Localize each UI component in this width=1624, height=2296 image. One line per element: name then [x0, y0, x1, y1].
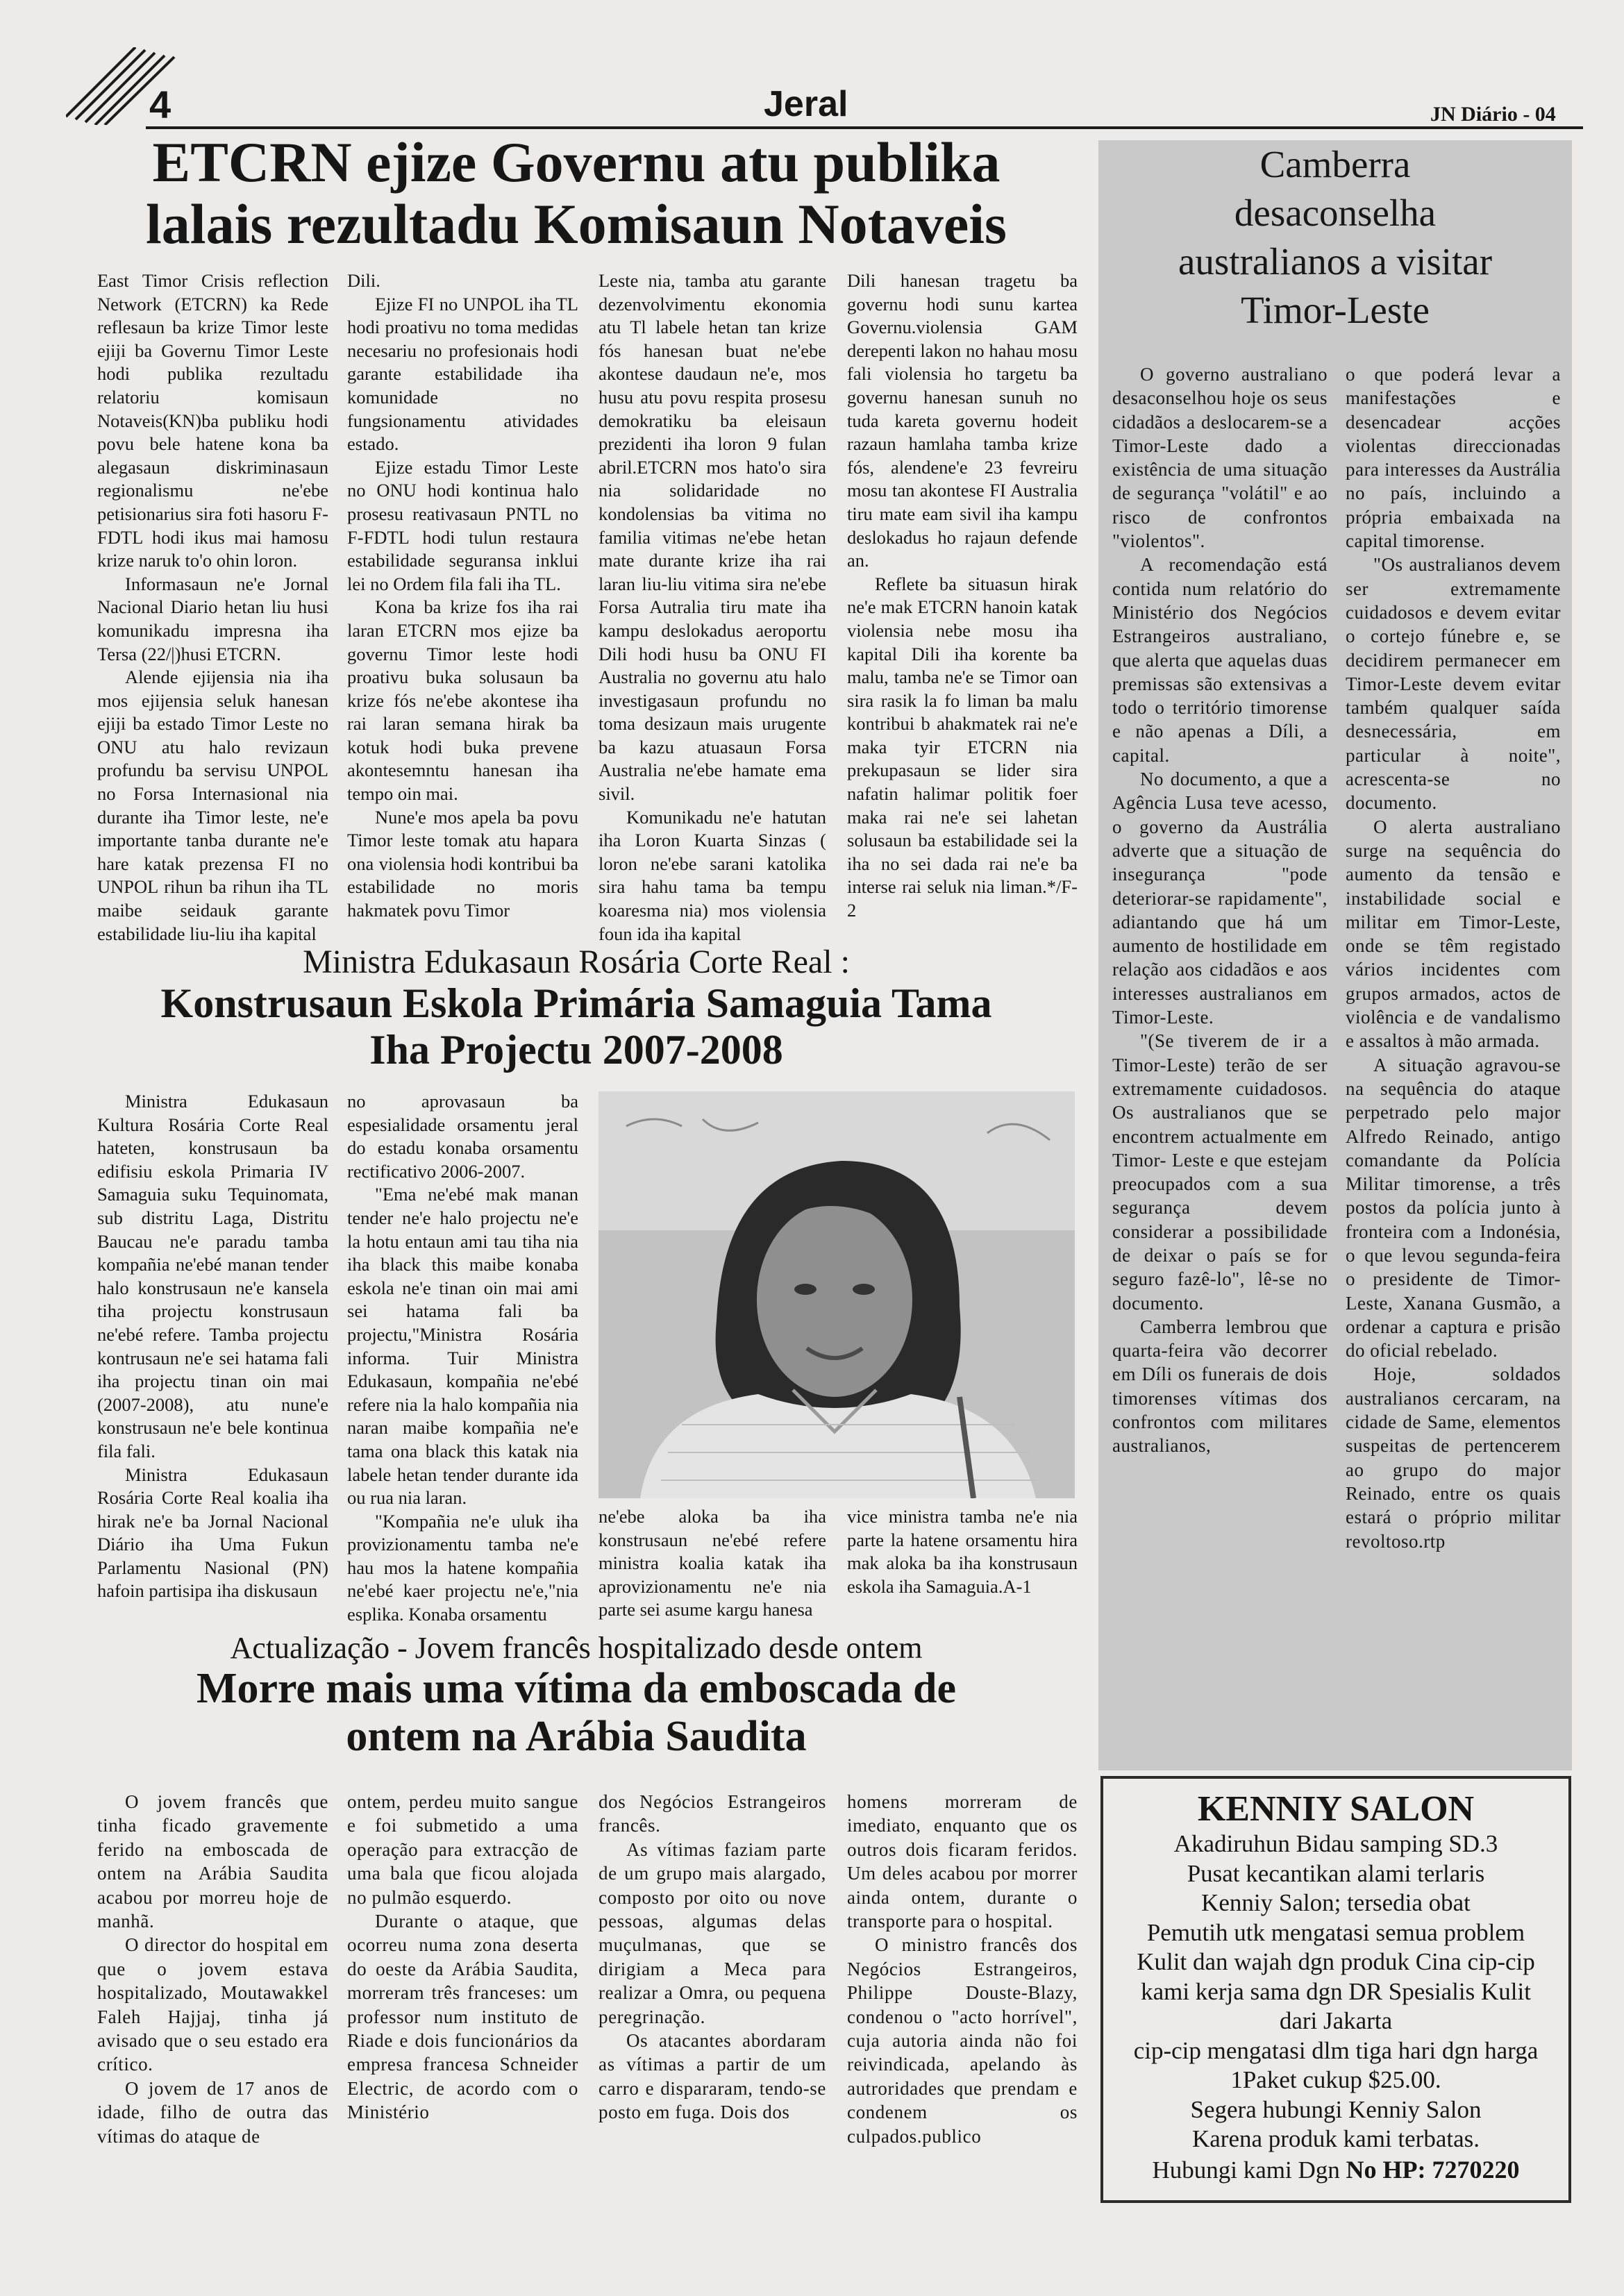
masthead-rule [146, 126, 1583, 129]
ad-line: dari Jakarta [1279, 2007, 1393, 2034]
story2-headline: Ministra Edukasaun Rosária Corte Real : Konstrusaun Eskola Primária Samaguia Tama Iha Projectu 2007-2008 [97, 944, 1055, 1073]
story2-col1: Ministra Edukasaun Kultura Rosária Corte Real hateten, konstrusaun ba edifisiu eskola Primaria IV Samaguia suku Tequinomata, sub distritu Laga, Distritu Baucau ne'e paradu tamba kompañia ne'ebé manan tender halo konstrusaun ne'e kansela tiha projectu konstrusaun ne'ebé refere. Tamba projectu kontrusaun ne'e sei hatama fali iha projectu tinan oin mai (2007-2008), atu nune'e konstrusaun ne'e bele kontinua fila fali. Ministra Edukasaun Rosária Corte Real koalia iha hirak ne'e ba Jornal Nacional Diário iha Uma Fukun Parlamentu Nasional (PN) hafoin partisipa iha diskusaun [97, 1091, 328, 1602]
ad-line: kami kerja sama dgn DR Spesialis Kulit [1141, 1977, 1531, 2005]
ad-title: KENNIY SALON [1197, 1789, 1475, 1829]
story1-col1: East Timor Crisis reflection Network (ETCRN) ka Rede reflesaun ba krize Timor leste ejiji ba Governu Timor Leste hodi publika rezultadu relatoriu komisaun Notaveis(KN)ba publiku hodi povu bele hatene kona ba alegasaun diskriminasaun regionalismu ne'ebe petisionarius sira foti hasoru F-FDTL hodi ikus mai hamosu krize naruk to'o ohin loron. Informasaun ne'e Jornal Nacional Diario hetan liu husi komunikadu impresna iha Tersa (22/|)husi ETCRN. Alende ejijensia nia iha mos ejijensia seluk hanesan ejiji ba estado Timor Leste no ONU atu halo revizaun profundu ba servisu UNPOL no Forsa Internasional nia durante iha Timor leste, ne'e importante tanba durante ne'e hare katak prezensa FI no UNPOL rihun ba rihun iha TL maibe seidauk garante estabilidade liu-liu iha kapital [97, 270, 328, 944]
story2-col2: no aprovasaun ba espesialidade orsamentu jeral do estadu konaba orsamentu rectificativo 2006-2007. "Ema ne'ebé mak manan tender ne'e halo projectu ne'e la hotu entaun ami tau tiha nia iha black this maibe konaba eskola ne'e tinan oin mai ami sei hatama fali ba projectu,"Ministra Rosária informa. Tuir Ministra Edukasaun, kompañia ne'ebé refere nia la halo kompañia nia naran maibe kompañia ne'e tama ona black this katak nia labele hetan tender durante ida ou rua nia laran. "Kompañia ne'e uluk iha provizionamentu tamba ne'e hau mos la hatene kompañia ne'ebé kaer projectu ne'e,"nia esplika. Konaba orsamentu [347, 1091, 578, 1625]
story3-col4: homens morreram de imediato, enquanto que os outros dois ficaram feridos. Um deles acabou por morrer ainda ontem, durante o transporte para o hospital. O ministro francês dos Negócios Estrangeiros, Philippe Douste-Blazy, condenou o "acto horrível", cuja autoria ainda não foi reivindicada, apelando às autroridades que prendam e condenem os culpados.publico [847, 1791, 1078, 2147]
ad-phone-number: No HP: 7270220 [1346, 2155, 1520, 2184]
story2-kicker: Ministra Edukasaun Rosária Corte Real : [303, 944, 850, 980]
story1-headline: ETCRN ejize Governu atu publika lalais rezultadu Komisaun Notaveis [146, 131, 1007, 255]
sidebar-col1: O governo australiano desaconselhou hoje os seus cidadãos a deslocarem-se a Timor-Leste dado a existência de uma situação de segurança "volátil" e ao risco de confrontos "violentos". A recomendação está contida num relatório do Ministério dos Negócios Estrangeiros australiano, que alerta que aquelas duas premissas são extensivas a todo o território timorense e não apenas a Díli, a capital. No documento, a que a Agência Lusa teve acesso, o governo da Austrália adverte que a situação de insegurança "pode deteriorar-se rapidamente", adiantando que há um aumento de hostilidade em relação aos cidadãos e aos interesses australianos em Timor-Leste. "(Se tiverem de ir a Timor-Leste) terão de ser extremamente cuidadosos. Os australianos que se encontrem actualmente em Timor- Leste e que estejam preocupados com a sua segurança devem considerar a possibilidade de deixar o país se for seguro fazê-lo", lê-se no documento. Camberra lembrou que quarta-feira vão decorrer em Díli os funerais de dois timorenses vítimas dos confrontos com militares australianos, [1112, 364, 1328, 1457]
story3-kicker: Actualização - Jovem francês hospitalizado desde ontem [230, 1631, 923, 1665]
story2-col4: vice ministra tamba ne'e nia parte la hatene orsamentu hira mak aloka ba iha konstrusaun eskola iha Samaguia.A-1 [847, 1506, 1078, 1597]
ad-line: Karena produk kami terbatas. [1191, 2125, 1480, 2152]
ad-line: Kenniy Salon; tersedia obat [1201, 1889, 1471, 1916]
page-number: 4 [149, 83, 171, 126]
story1-col4: Dili hanesan tragetu ba governu hodi sunu kartea Governu.violensia GAM derepenti lakon no hahau mosu fali violensia ho targetu ba governu hanesan sunuh no tuda kareta governu hodeit razaun hamlaha tamba krize fós, alendene'e 23 fevreiru mosu tan akontese FI Australia tiru mate eam sivil iha kampu deslokadus ho rajaun defende an. Reflete ba situasun hirak ne'e mak ETCRN hanoin katak violensia nebe mosu iha kapital Dili iha korente ba malu, tamba ne'e se Timor oan sira rasik la fo liman ba malu kontribui b ahakmatek rai ne'e maka tyir ETCRN nia prekupasaun se lider sira nafatin halimar politik foer maka rai ne'e sei lahetan solusaun ba estabilidade sei la iha no sei dada rai ne'e ba interse rai seluk nia liman.*/F-2 [847, 270, 1078, 921]
ad-line: Segera hubungi Kenniy Salon [1190, 2095, 1482, 2123]
sidebar-col2: o que poderá levar a manifestações e desencadear acções violentas direccionadas para interesses da Austrália no país, incluindo a própria embaixada na capital timorense. "Os australianos devem ser extremamente cuidadosos e devem evitar o cortejo fúnebre e, se decidirem permanecer em Timor-Leste devem evitar também qualquer saída desnecessária, em particular à noite", acrescenta-se no documento. O alerta australiano surge na sequência do aumento da tensão e instabilidade social e militar em Timor-Leste, onde se têm registado vários incidentes com grupos armados, actos de violência e de vandalismo e assaltos à mão armada. A situação agravou-se na sequência do ataque perpetrado pelo major Alfredo Reinado, antigo comandante da Polícia Militar timorense, a três postos da polícia junto à fronteira com a Indonésia, o que levou segunda-feira o presidente de Timor-Leste, Xanana Gusmão, a ordenar a captura e prisão do oficial rebelado. Hoje, soldados australianos cercaram, na cidade de Same, elementos suspeitas de pertencerem ao grupo do major Reinado, entre os quais estará o próprio militar revoltoso.rtp [1346, 364, 1561, 1552]
story3-col1: O jovem francês que tinha ficado gravemente ferido na emboscada de ontem na Arábia Saudita acabou por morreu hoje de manhã. O director do hospital em que o jovem estava hospitalizado, Moutawakkel Faleh Hajjaj, tinha já avisado que o seu estado era crítico. O jovem de 17 anos de idade, filho de outra das vítimas do ataque de [97, 1791, 328, 2147]
minister-photo [598, 1091, 1075, 1498]
story1-col3: Leste nia, tamba atu garante dezenvolvimentu ekonomia atu Tl labele hetan tan krize fós hanesan buat ne'ebe akontese daudaun ne'e, mos husu atu povu respita prosesu demokratiku ba eleisaun prezidenti iha loron 9 fulan abril.ETCRN mos hato'o sira nia solidaridade no kondolensias ba vitima no familia vitimas ne'ebe hetan mate durante krize iha rai laran liu-liu vitima sira ne'ebe Forsa Autralia tiru mate iha kampu deslokadus aeroportu Dili hodi husu ba ONU FI Australia no governu atu halo investigasaun profundu no toma desizaun mais urugente ba kazu atuasaun Forsa Australia ne'ebe hamate ema sivil. Komunikadu ne'e hatutan iha Loron Kuarta Sinzas ( loron ne'ebe sarani katolika sira hahu tama ba tempu koaresma nia) mos violensia foun ida iha kapital [598, 270, 826, 944]
ad-line: 1Paket cukup $25.00. [1230, 2066, 1441, 2093]
ad-line: cip-cip mengatasi dlm tiga hari dgn harga [1133, 2036, 1539, 2064]
kenniy-salon-ad [1100, 1776, 1571, 2203]
section-title: Jeral [764, 84, 848, 124]
story1-col2: Dili. Ejize FI no UNPOL iha TL hodi proativu no toma medidas necesariu no profesionais hodi garante estabilidade iha komunidade no fungsionamentu atividades estado. Ejize estadu Timor Leste no ONU hodi kontinua halo prosesu reativasaun PNTL no F-FDTL hodi tulun restaura estabilidade seguransa inklui lei no Ordem fila fali iha TL. Kona ba krize fos iha rai laran ETCRN mos ejize ba governu Timor leste hodi proativu buka solusaun ba krize fós ne'ebe akontese iha rai laran semana hirak ba kotuk hodi buka prevene akontesemntu hanesan iha tempo oin mai. Nune'e mos apela ba povu Timor leste tomak atu hapara ona violensia hodi kontribui ba estabilidade no moris hakmatek povu Timor [347, 270, 578, 921]
story2-col3: ne'ebe aloka ba iha konstrusaun ne'ebé refere ministra koalia katak iha aprovizionamentu ne'e nia parte sei asume kargu hanesa [598, 1506, 826, 1620]
ad-phone-line: Hubungi kami Dgn No HP: 7270220 [1152, 2155, 1520, 2184]
ad-line: Pusat kecantikan alami terlaris [1187, 1859, 1485, 1887]
ad-line: Pemutih utk mengatasi semua problem [1146, 1918, 1525, 1946]
story3-headline: Actualização - Jovem francês hospitalizado desde ontem Morre mais uma vítima da emboscada de ontem na Arábia Saudita [97, 1632, 1055, 1761]
ad-line: Kulit dan wajah dgn produk Cina cip-cip [1137, 1948, 1535, 1975]
ad-line: Akadiruhun Bidau samping SD.3 [1173, 1830, 1498, 1857]
sidebar-headline: Camberra desaconselha australianos a visitar Timor-Leste [1178, 143, 1493, 331]
story3-col3: dos Negócios Estrangeiros francês. As vítimas faziam parte de um grupo mais alargado, composto por oito ou nove pessoas, algumas delas muçulmanas, que se dirigiam a Meca para realizar a Omra, ou pequena peregrinação. Os atacantes abordaram as vítimas a partir de um carro e dispararam, tendo-se posto em fuga. Dois dos [598, 1791, 826, 2123]
story3-col2: ontem, perdeu muito sangue e foi submetido a uma operação para extracção de uma bala que ficou alojada no pulmão esquerdo. Durante o ataque, que ocorreu numa zona deserta do oeste da Arábia Saudita, morreram três franceses: um professor num instituto de Riade e dois funcionários da empresa francesa Schneider Electric, de acordo com o Ministério [347, 1791, 578, 2123]
portrait-illustration [598, 1091, 1075, 1498]
newspaper-name: JN Diário - 04 [1430, 103, 1556, 126]
